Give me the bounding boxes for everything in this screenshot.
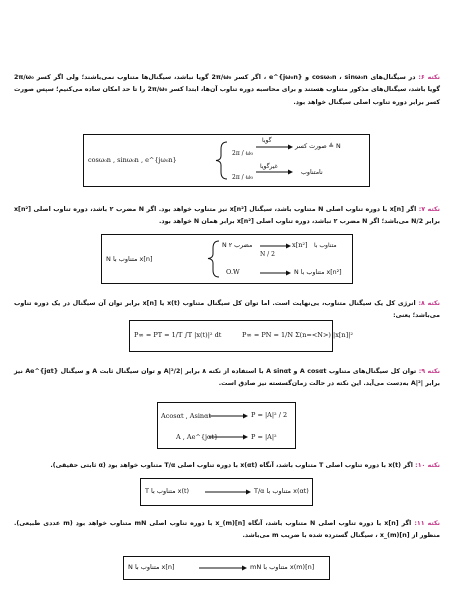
box6-original: x[n] متناوب با N	[128, 563, 175, 571]
note-6-line-2: باشد، سیگنال‌های مذکور متناوب هستند و برای محاسبه دوره تناوب آن‌ها، ابتدا کسر 2π/ω₀ را تا حد امکان ساده می‌کنیم؛ سپس صورت	[14, 86, 426, 94]
note-9-label: نکته ۹:	[418, 368, 440, 375]
box1-frac-top: 2π / ω₀	[232, 150, 253, 157]
box2-result-prefix: متناوب با	[314, 242, 337, 249]
note-8-line-2: تناوب می‌باشد؛ یعنی:	[14, 300, 440, 320]
box5-original: x(t) متناوب با T	[145, 487, 190, 495]
note-9	[14, 366, 440, 391]
box2-result-frac: N / 2	[260, 251, 275, 258]
note-7-label: نکته ۷:	[418, 206, 440, 213]
note-10-line-1: اگر x(t) با دوره تناوب اصلی T متناوب باشد، آنگاه x(αt) با دوره تناوب اصلی T/α متناوب خواهد بود (α ثابتی حقیقی).	[50, 462, 413, 469]
note-8-label: نکته ۸:	[418, 300, 440, 307]
box5-scaled: x(αt) متناوب با T/α	[254, 487, 309, 495]
power-continuous-formula: P∞ = PT = 1/T ∫T |x(t)|² dt	[134, 331, 222, 339]
box4-power-full: P = |A|²	[251, 433, 277, 441]
box2-result-same: x[n²] متناوب با N	[294, 269, 342, 276]
note-11-line-2: طبیعی). منظور از x_(m)[n] ، سیگنال گسترده شده با ضریب m می‌باشد.	[14, 520, 440, 540]
box2-result-signal: x[n²]	[292, 241, 308, 249]
note-6-label: نکته ۶:	[418, 74, 440, 81]
box6-expanded: x(m)[n] متناوب با mN	[250, 563, 315, 571]
note-10-label: نکته ۱۰:	[415, 462, 440, 469]
note-6-line-3: کسر برابر دوره تناوب اصلی سیگنال خواهد بود.	[293, 98, 440, 106]
box2-cond-even: مضرب ۲ N	[222, 242, 253, 249]
box1-cond-irrational: غیرگویا	[260, 163, 278, 170]
box1-signals: cosω₀n , sinω₀n , e^{jω₀n}	[88, 156, 177, 164]
box4-sinusoids: Acosαt , Asinαt	[161, 412, 212, 420]
box-squared-index-periodicity	[101, 234, 353, 284]
box1-result-period: N ≜ صورت کسر	[295, 143, 341, 150]
note-8-line-1: انرژی کل یک سیگنال متناوب، بی‌نهایت است. اما توان کل سیگنال متناوب x(t) یا x[n] برابر توان آن سیگنال در یک دوره	[34, 300, 416, 307]
note-10	[14, 460, 440, 472]
box-expansion	[123, 556, 330, 580]
power-discrete-formula: P∞ = PN = 1/N Σ(n=<N>) |x[n]|²	[242, 331, 353, 339]
note-11-line-1: اگر x[n] با دوره تناوب اصلی N متناوب باشد، آنگاه x_(m)[n] با دوره تناوب اصلی mN متناوب خواهد بود (m عددی	[43, 520, 412, 527]
note-9-line-1: توان کل سیگنال‌های متناوب A cosαt و A sinαt با استفاده از نکته ۸ برابر |A|²/2 و توان سیگنال ثابت A و سیگنال Ae^{jαt}	[25, 368, 417, 375]
box1-cond-rational: گویا	[262, 137, 272, 144]
note-7	[14, 204, 440, 229]
box4-constants: A , Ae^{jαt}	[176, 433, 219, 441]
box-power-formulas	[129, 320, 353, 352]
note-8	[14, 298, 440, 323]
box2-cond-otherwise: O.W	[226, 268, 240, 276]
note-11	[14, 518, 440, 543]
note-6	[14, 72, 440, 109]
box-sinusoid-power	[157, 402, 296, 449]
box1-frac-bottom: 2π / ω₀	[232, 174, 253, 181]
note-9-line-2: نیز برابر |A|² به‌دست می‌آید. این نکته در حالت زمان‌گسسته نیز صادق است.	[14, 368, 440, 388]
note-7-line-1: اگر x[n] با دوره تناوب اصلی N متناوب باشد، سیگنال x[n²] نیز متناوب خواهد بود. اگر N مضرب ۲ باشد، دوره تناوب	[53, 206, 417, 213]
note-6-line-1: در سیگنال‌های cosω₀n ، sinω₀n و e^{jω₀n} ، اگر کسر 2π/ω₀ گویا نباشد، سیگنال‌ها متناوب نمی‌باشند؛ ولی اگر کسر 2π/ω₀ گویا	[14, 74, 440, 94]
box-time-scaling	[140, 478, 313, 506]
box2-signal: x[n] متناوب با N	[106, 255, 153, 263]
box4-power-half: P = |A|² / 2	[251, 411, 288, 419]
box-exponential-periodicity	[83, 134, 370, 187]
note-7-line-2: اصلی x[n²] برابر N/2 می‌باشد؛ اگر N مضرب ۲ نباشد، دوره تناوب اصلی x[n²] برابر همان N خواهد بود.	[14, 206, 440, 226]
box1-result-aperiodic: نامتناوب	[301, 169, 323, 176]
note-11-label: نکته ۱۱:	[414, 520, 440, 527]
